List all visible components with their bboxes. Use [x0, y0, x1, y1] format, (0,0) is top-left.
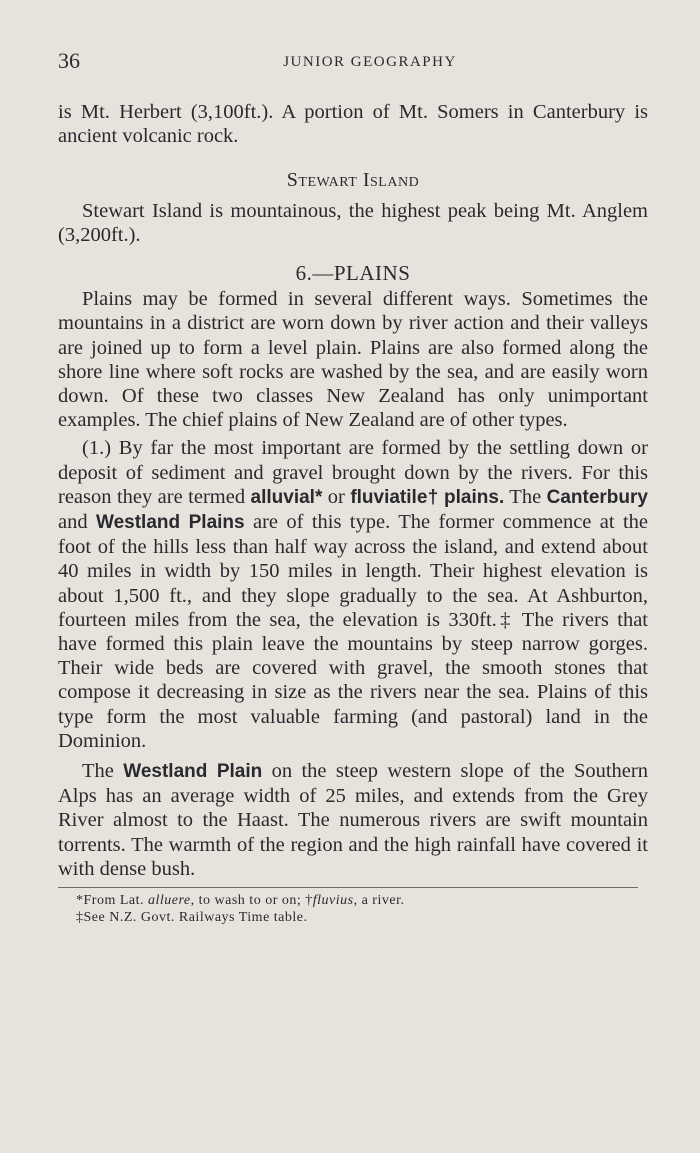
term-alluvial: alluvial*: [250, 486, 323, 508]
stewart-island-heading: Stewart Island: [286, 169, 420, 192]
footnote-rule: [58, 887, 638, 888]
term-plains: plains.: [444, 486, 505, 508]
stewart-island-paragraph: Stewart Island is mountainous, the highest peak being Mt. Anglem (3,200ft.).: [58, 199, 648, 246]
footnote-1: *From Lat. alluere, to wash to or on; †fluvius, a river.: [76, 893, 405, 909]
plains-paragraph-1: Plains may be formed in several different ways. Sometimes the mountains in a district are worn down by river action and their valleys are joined up to form a level plain. Plains are also formed along the shore line where soft rocks are washed by the sea, and are easily worn down. Of these two classes New Zealand has only unimportant examples. The chief plains of New Zealand are of other types.: [58, 288, 648, 432]
page-body: [58, 100, 648, 926]
footnote-2: ‡See N.Z. Govt. Railways Time table.: [76, 910, 308, 926]
page-number: 36: [58, 48, 80, 73]
running-title: JUNIOR GEOGRAPHY: [283, 54, 457, 70]
page-header: [58, 48, 642, 76]
intro-paragraph: is Mt. Herbert (3,100ft.). A portion of Mt. Somers in Canterbury is ancient volcanic rock.: [58, 101, 648, 148]
plains-paragraph-3: The Westland Plain on the steep western slope of the Southern Alps has an average width of 25 miles, and extends from the Grey River almost to the Haast. The numerous rivers are swift mountain torrents. The warmth of the region and the high rainfall have covered it with dense bush.: [58, 760, 648, 880]
term-westland-plain: Westland Plain: [123, 761, 263, 783]
plains-heading: 6.—PLAINS: [295, 261, 411, 286]
term-canterbury: Canterbury: [546, 486, 648, 508]
term-fluviatile: fluviatile†: [350, 486, 439, 508]
term-westland-plains: Westland Plains: [95, 512, 245, 534]
plains-paragraph-2: (1.) By far the most important are formed by the settling down or deposit of sediment and gravel brought down by the rivers. For this reason they are termed alluvial* or fluviatile† plains. The Canterbury and Westland Plains are of this type. The former commence at the foot of the hills less than half way across the island, and extend about 40 miles in width by 150 miles in length. Their highest elevation is about 1,500 ft., and they slope gradually to the sea. At Ashburton, fourteen miles from the sea, the elevation is 330ft.‡ The rivers that have formed this plain leave the mountains by steep narrow gorges. Their wide beds are covered with gravel, the smooth stones that compose it decreasing in size as the rivers near the sea. Plains of this type form the most valuable farming (and pastoral) land in the Dominion.: [58, 437, 648, 752]
